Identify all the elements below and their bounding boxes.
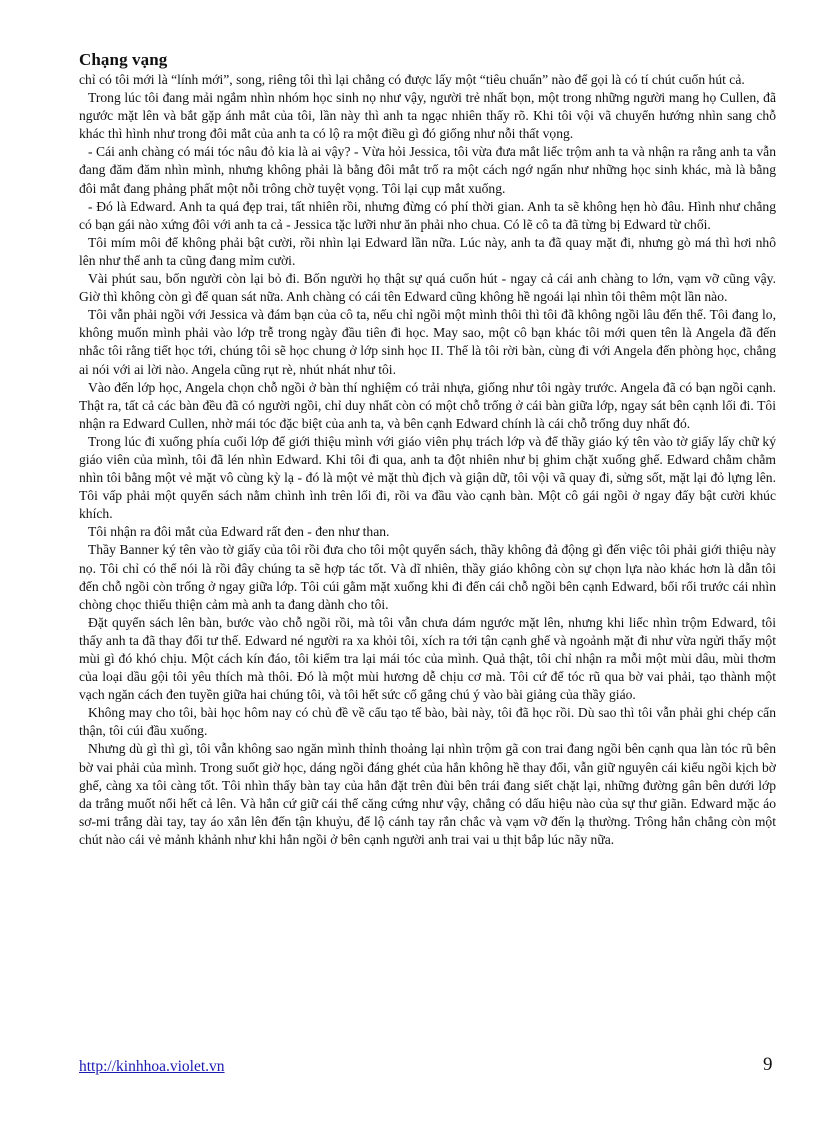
page-header-title: Chạng vạng	[79, 50, 168, 69]
paragraph: Tôi nhận ra đôi mắt của Edward rất đen - đen như than.	[88, 524, 390, 540]
paragraph: Vào đến lớp học, Angela chọn chỗ ngồi ở bàn thí nghiệm có trải nhựa, giống như tôi ngày trước. Angela đã có bạn ngồi cạnh. Thật ra, tất cả các bàn đều đã có người ngồi, chỉ duy nhất còn có một chỗ trống ở cái bàn giữa lớp, ngay sát bên cạnh lối đi. Tôi nhận ra Edward Cullen, nhờ mái tóc đặc biệt của anh ta, và bên cạnh Edward chính là cái chỗ trống duy nhất đó.	[79, 379, 776, 431]
paragraph: chỉ có tôi mới là “lính mới”, song, riêng tôi thì lại chẳng có được lấy một “tiêu chuẩn” nào để gọi là có tí chút cuốn hút cả.	[79, 72, 745, 87]
paragraph: Trong lúc tôi đang mải ngắm nhìn nhóm học sinh nọ như vậy, người trẻ nhất bọn, một trong những người mang họ Cullen, đã ngước mặt lên và bắt gặp ánh mắt của tôi, lần này thì anh ta ngạc nhiên thấy rõ. Khi tôi vội vã chuyển hướng nhìn sang chỗ khác thì hình như trong đôi mắt của anh ta có lộ ra một điều gì đó giống như nỗi thất vọng.	[79, 90, 776, 142]
page-number: 9	[763, 1054, 773, 1075]
body-text	[79, 71, 776, 849]
paragraph: - Cái anh chàng có mái tóc nâu đỏ kia là ai vậy? - Vừa hỏi Jessica, tôi vừa đưa mắt liếc trộm anh ta và nhận ra rằng anh ta vẫn đang đăm đăm nhìn mình, nhưng không phải là bằng đôi mắt trố ra một cách ngớ ngẩn như những học sinh khác, mà là bằng đôi mắt đang phảng phất một nỗi trông chờ tuyệt vọng. Tôi lại cụp mắt xuống.	[79, 144, 776, 196]
paragraph: Vài phút sau, bốn người còn lại bỏ đi. Bốn người họ thật sự quá cuốn hút - ngay cả cái anh chàng to lớn, vạm vỡ cũng vậy. Giờ thì không còn gì để quan sát nữa. Anh chàng có cái tên Edward cũng không hề ngoái lại nhìn tôi thêm một lần nào.	[79, 271, 776, 305]
paragraph: Nhưng dù gì thì gì, tôi vẫn không sao ngăn mình thỉnh thoảng lại nhìn trộm gã con trai đang ngồi bên cạnh qua làn tóc rũ bên bờ vai phải của mình. Trong suốt giờ học, dáng ngồi đáng ghét của hắn không hề thay đổi, vẫn giữ nguyên cái kiểu ngồi kịch bờ ghế, càng xa tôi càng tốt. Tôi nhìn thấy bàn tay của hắn đặt trên đùi bên trái đang siết chặt lại, những đường gân bên dưới lớp da trắng muốt nổi hết cả lên. Và hắn cứ giữ cái thế căng cứng như vậy, chẳng có dấu hiệu nào của sự thư giãn. Edward mặc áo sơ-mi trắng dài tay, tay áo xắn lên đến tận khuỷu, để lộ cánh tay rắn chắc và vạm vỡ đến lạ thường. Trông hắn chẳng còn một chút nào cái vẻ mảnh khảnh như khi hắn ngồi ở bên cạnh người anh trai vai u thịt bắp lúc nãy nữa.	[79, 741, 776, 847]
footer-website-link[interactable]: http://kinhhoa.violet.vn	[79, 1058, 225, 1075]
paragraph: Tôi vẫn phải ngồi với Jessica và đám bạn của cô ta, nếu chỉ ngồi một mình thôi thì tôi đã không ngồi lâu đến thế. Tôi đang lo, không muốn mình phải vào lớp trễ trong ngày đầu tiên đi học. May sao, một cô bạn khác tôi mới quen tên là Angela đã đến nhắc tôi rằng tiết học tới, chúng tôi sẽ học chung ở lớp sinh học II. Thế là tôi rời bàn, cùng đi với Angela đến phòng học, chẳng ai nói với ai lời nào. Angela cũng rụt rè, nhút nhát như tôi.	[79, 307, 776, 377]
paragraph: Thầy Banner ký tên vào tờ giấy của tôi rồi đưa cho tôi một quyển sách, thầy không đả động gì đến việc tôi phải giới thiệu này nọ. Tôi chỉ có thể nói là rồi đây chúng ta sẽ hợp tác tốt. Và dĩ nhiên, thầy giáo không còn sự chọn lựa nào khác hơn là dẫn tôi đến chỗ ngồi còn trống ở ngay giữa lớp. Tôi cúi gằm mặt xuống khi đi đến cái chỗ ngồi bên cạnh Edward, bối rối trước cái nhìn chòng chọc thiếu thiện cảm mà anh ta đang dành cho tôi.	[79, 542, 776, 612]
paragraph: Đặt quyển sách lên bàn, bước vào chỗ ngồi rồi, mà tôi vẫn chưa dám ngước mặt lên, nhưng khi liếc nhìn trộm Edward, tôi thấy anh ta đã thay đổi tư thế. Edward né người ra xa khỏi tôi, xích ra tới tận cạnh ghế và ngoảnh mặt đi như vừa ngửi thấy một mùi gì đó khó chịu. Một cách kín đáo, tôi kiểm tra lại mái tóc của mình. Quả thật, tôi chỉ nhận ra mỗi một mùi dâu, mùi thơm của loại dầu gội tôi yêu thích mà thôi. Đó là một mùi hương dễ chịu cơ mà. Tôi cứ để tóc rũ qua bờ vai phải, tạo thành một vạch ngăn cách đen tuyền giữa hai chúng tôi, và tôi hết sức cố gắng chú ý vào bài giảng của thầy giáo.	[79, 614, 776, 703]
paragraph: Không may cho tôi, bài học hôm nay có chủ đề về cấu tạo tế bào, bài này, tôi đã học rồi. Dù sao thì tôi vẫn phải ghi chép cẩn thận, tôi cúi đầu xuống.	[79, 705, 776, 739]
paragraph: Trong lúc đi xuống phía cuối lớp để giới thiệu mình với giáo viên phụ trách lớp và để thầy giáo ký tên vào tờ giấy lấy chữ ký giáo viên của mình, tôi đã lén nhìn Edward. Khi tôi đi qua, anh ta đột nhiên như bị ghim chặt xuống ghế. Edward chằm chằm nhìn tôi bằng một vẻ mặt vô cùng kỳ lạ - đó là một vẻ mặt thù địch và giận dữ, tôi vội vã quay đi, sửng sốt, mặt lại đỏ lựng lên. Tôi vấp phải một quyển sách nằm chình ình trên lối đi, rồi va đầu vào cạnh bàn. Một cô gái ngồi ở ngay đấy bật cười khúc khích.	[79, 433, 776, 522]
paragraph: - Đó là Edward. Anh ta quá đẹp trai, tất nhiên rồi, nhưng đừng có phí thời gian. Anh ta sẽ không hẹn hò đâu. Hình như chẳng có bạn gái nào xứng đôi với anh ta cả - Jessica tặc lưỡi như ăn phải nho chua. Có lẽ cô ta đã từng bị Edward từ chối.	[79, 198, 776, 232]
paragraph: Tôi mím môi để không phải bật cười, rồi nhìn lại Edward lần nữa. Lúc này, anh ta đã quay mặt đi, nhưng gò má thì hơi nhô lên như thể anh ta cũng đang mỉm cười.	[79, 234, 776, 268]
